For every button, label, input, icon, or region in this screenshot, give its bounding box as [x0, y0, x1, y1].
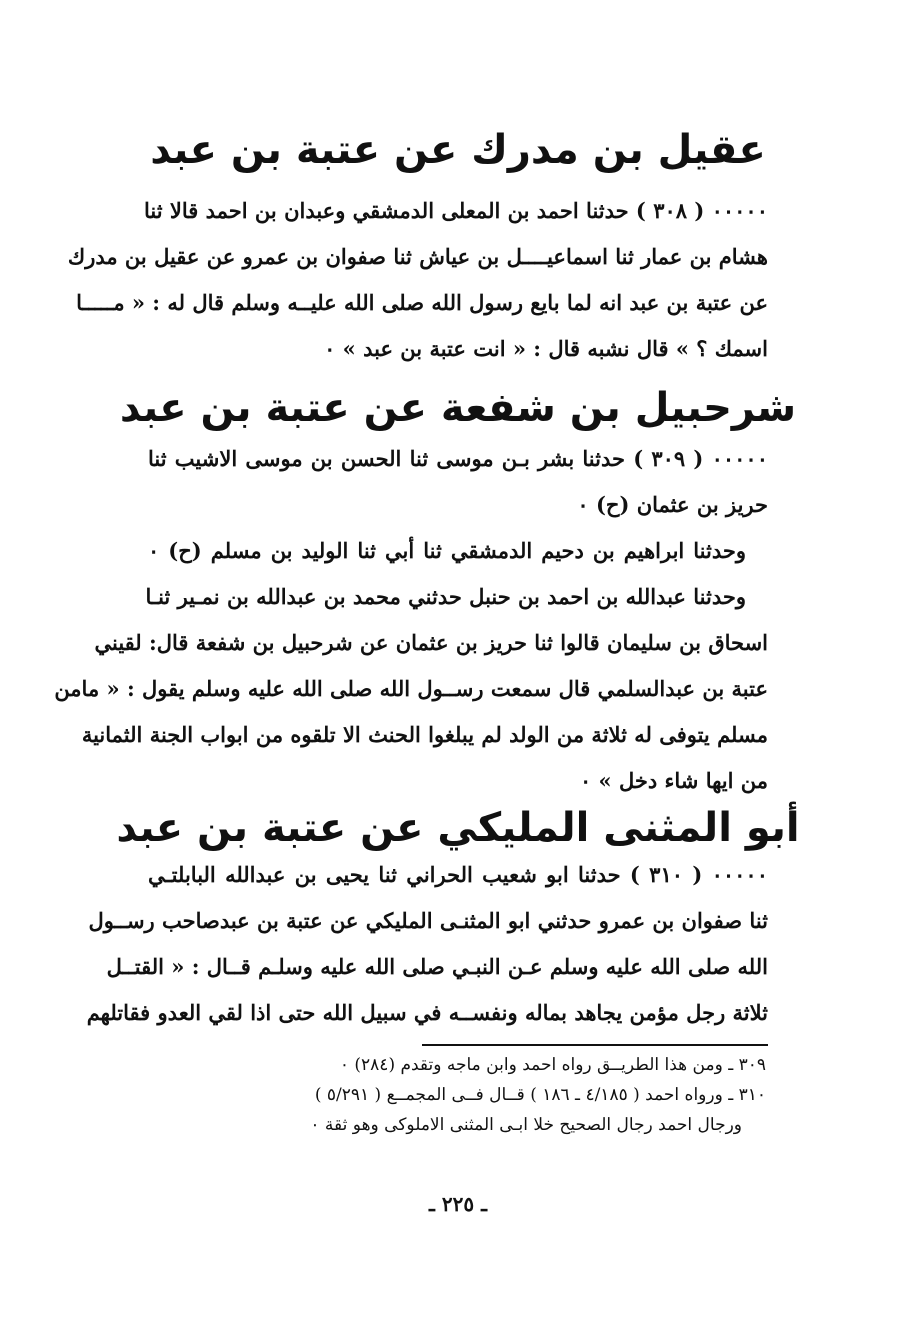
text-line: مسلم يتوفى له ثلاثة من الولد لم يبلغوا الحنث الا تلقوه من ابواب الجنة الثمانية: [81, 722, 768, 747]
text-line: وحدثنا ابراهيم بن دحيم الدمشقي ثنا أبي ثنا الوليد بن مسلم (ح) ٠: [148, 538, 746, 563]
text-line: حريز بن عثمان (ح) ٠: [577, 492, 768, 517]
footnote-rule: [422, 1044, 768, 1046]
text-line: هشام بن عمار ثنا اسماعيــــل بن عياش ثنا صفوان بن عمرو عن عقيل بن مدرك: [67, 244, 768, 269]
text-line: الله صلى الله عليه وسلم عـن النبـي صلى الله عليه وسلـم قــال : « القتــل: [106, 954, 768, 979]
text-line: ٠٠٠٠٠ ( ٣٠٨ ) حدثنا احمد بن المعلى الدمشقي وعبدان بن احمد قالا ثنا: [144, 198, 768, 223]
text-line: ٠٠٠٠٠ ( ٣١٠ ) حدثنا ابو شعيب الحراني ثنا يحيى بن عبدالله البابلتـي: [148, 862, 768, 887]
footnote-line: ورجال احمد رجال الصحيح خلا ابـى المثنى الاملوكى وهو ثقة ٠: [310, 1115, 742, 1135]
text-line: ثلاثة رجل مؤمن يجاهد بماله ونفســه في سبيل الله حتى اذا لقي العدو فقاتلهم: [86, 1000, 768, 1025]
text-line: ٠٠٠٠٠ ( ٣٠٩ ) حدثنا بشر بـن موسى ثنا الحسن بن موسى الاشيب ثنا: [148, 446, 768, 471]
text-line: اسحاق بن سليمان قالوا ثنا حريز بن عثمان عن شرحبيل بن شفعة قال: لقيني: [94, 630, 768, 655]
footnotes: [150, 1050, 766, 1140]
text-line: من ايها شاء دخل » ٠: [579, 768, 768, 793]
text-line: عتبة بن عبدالسلمي قال سمعت رســول الله صلى الله عليه وسلم يقول : « مامن: [54, 676, 768, 701]
section-body-1: [67, 188, 768, 372]
page-number: ـ ٢٢٥ ـ: [429, 1192, 487, 1216]
text-line: عن عتبة بن عبد انه لما بايع رسول الله صلى الله عليــه وسلم قال له : « مـــــا: [76, 290, 768, 315]
footnote-line: ٣١٠ ـ ورواه احمد ( ٤/١٨٥ ـ ١٨٦ ) قــال فــى المجمــع ( ٥/٢٩١ ): [314, 1085, 766, 1105]
section-heading-2: شرحبيل بن شفعة عن عتبة بن عبد: [119, 385, 797, 431]
section-heading-1: عقيل بن مدرك عن عتبة بن عبد: [150, 127, 766, 173]
text-line: ثنا صفوان بن عمرو حدثني ابو المثنـى المليكي عن عتبة بن عبدصاحب رســول: [88, 908, 768, 933]
section-heading-3: أبو المثنى المليكي عن عتبة بن عبد: [116, 805, 800, 851]
text-line: اسمك ؟ » قال نشبه قال : « انت عتبة بن عبد » ٠: [324, 336, 768, 361]
section-body-2: [54, 436, 768, 804]
text-line: وحدثنا عبدالله بن احمد بن حنبل حدثني محمد بن عبدالله بن نمـير ثنـا: [145, 584, 746, 609]
footnote-line: ٣٠٩ ـ ومن هذا الطريــق رواه احمد وابن ماجه وتقدم (٢٨٤) ٠: [339, 1055, 766, 1075]
section-body-3: [86, 852, 768, 1036]
